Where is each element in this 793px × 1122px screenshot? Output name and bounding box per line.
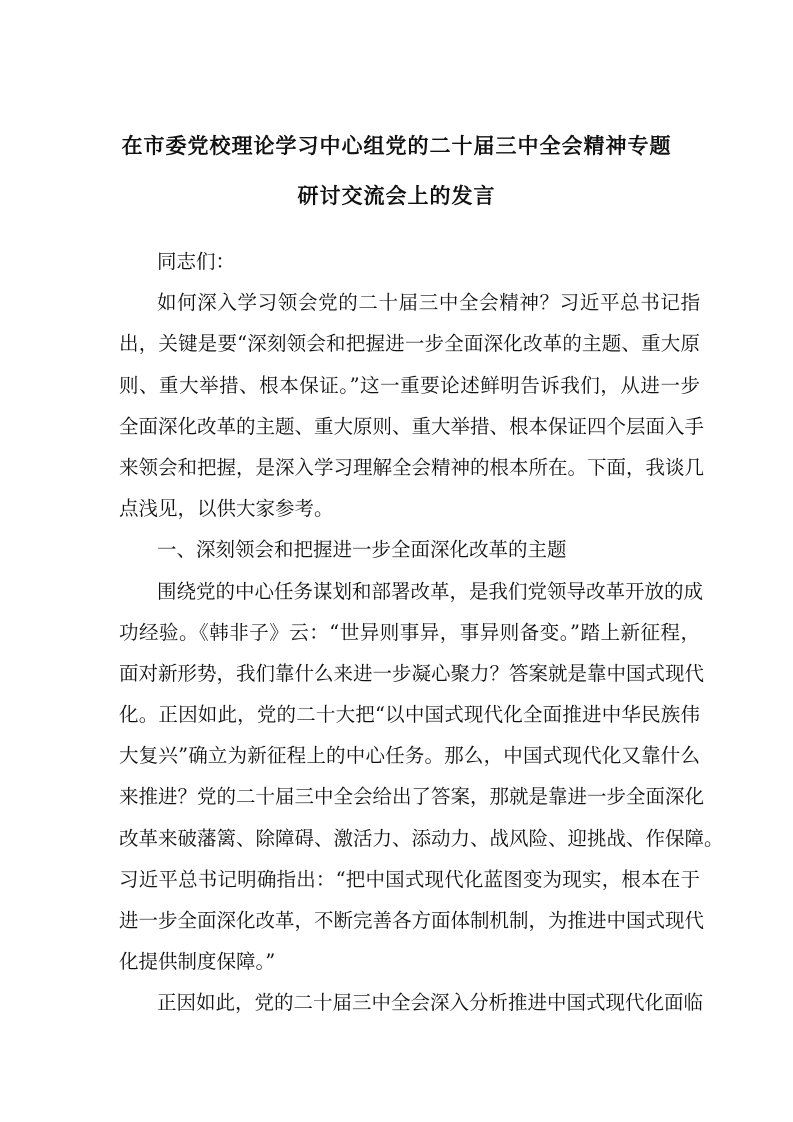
text-line: 出，关键是要“深刻领会和把握进一步全面深化改革的主题、重大原 bbox=[119, 332, 700, 356]
text-line: 功经验。《韩非子》云：“世异则事异，事异则备变。”踏上新征程， bbox=[119, 620, 700, 644]
document-title-line-2: 研讨交流会上的发言 bbox=[297, 183, 496, 208]
document-body bbox=[119, 248, 724, 1031]
text-line: 围绕党的中心任务谋划和部署改革，是我们党领导改革开放的成 bbox=[157, 579, 704, 603]
text-line: 化提供制度保障。” bbox=[119, 950, 276, 974]
text-line: 正因如此，党的二十届三中全会深入分析推进中国式现代化面临 bbox=[157, 991, 704, 1015]
text-line: 同志们： bbox=[157, 250, 236, 273]
text-line: 化。正因如此，党的二十大把“以中国式现代化全面推进中华民族伟 bbox=[119, 703, 700, 727]
text-line: 点浅见，以供大家参考。 bbox=[119, 497, 334, 521]
text-line: 改革来破藩篱、除障碍、激活力、添动力、战风险、迎挑战、作保障。 bbox=[119, 826, 724, 850]
text-line: 大复兴”确立为新征程上的中心任务。那么，中国式现代化又靠什么 bbox=[119, 744, 700, 768]
text-line: 面对新形势，我们靠什么来进一步凝心聚力？答案就是靠中国式现代 bbox=[119, 661, 705, 685]
text-line: 来领会和把握，是深入学习理解全会精神的根本所在。下面，我谈几 bbox=[119, 455, 705, 479]
text-line: 习近平总书记明确指出：“把中国式现代化蓝图变为现实，根本在于 bbox=[119, 867, 700, 891]
text-line: 一、深刻领会和把握进一步全面深化改革的主题 bbox=[157, 538, 567, 562]
text-line: 如何深入学习领会党的二十届三中全会精神？习近平总书记指 bbox=[157, 291, 700, 315]
document-title-line-1: 在市委党校理论学习中心组党的二十届三中全会精神专题 bbox=[121, 133, 672, 158]
text-line: 全面深化改革的主题、重大原则、重大举措、根本保证四个层面入手 bbox=[119, 414, 705, 438]
text-line: 来推进？党的二十届三中全会给出了答案，那就是靠进一步全面深化 bbox=[119, 785, 705, 809]
text-line: 进一步全面深化改革，不断完善各方面体制机制，为推进中国式现代 bbox=[119, 909, 705, 932]
text-line: 则、重大举措、根本保证。”这一重要论述鲜明告诉我们，从进一步 bbox=[119, 373, 700, 397]
